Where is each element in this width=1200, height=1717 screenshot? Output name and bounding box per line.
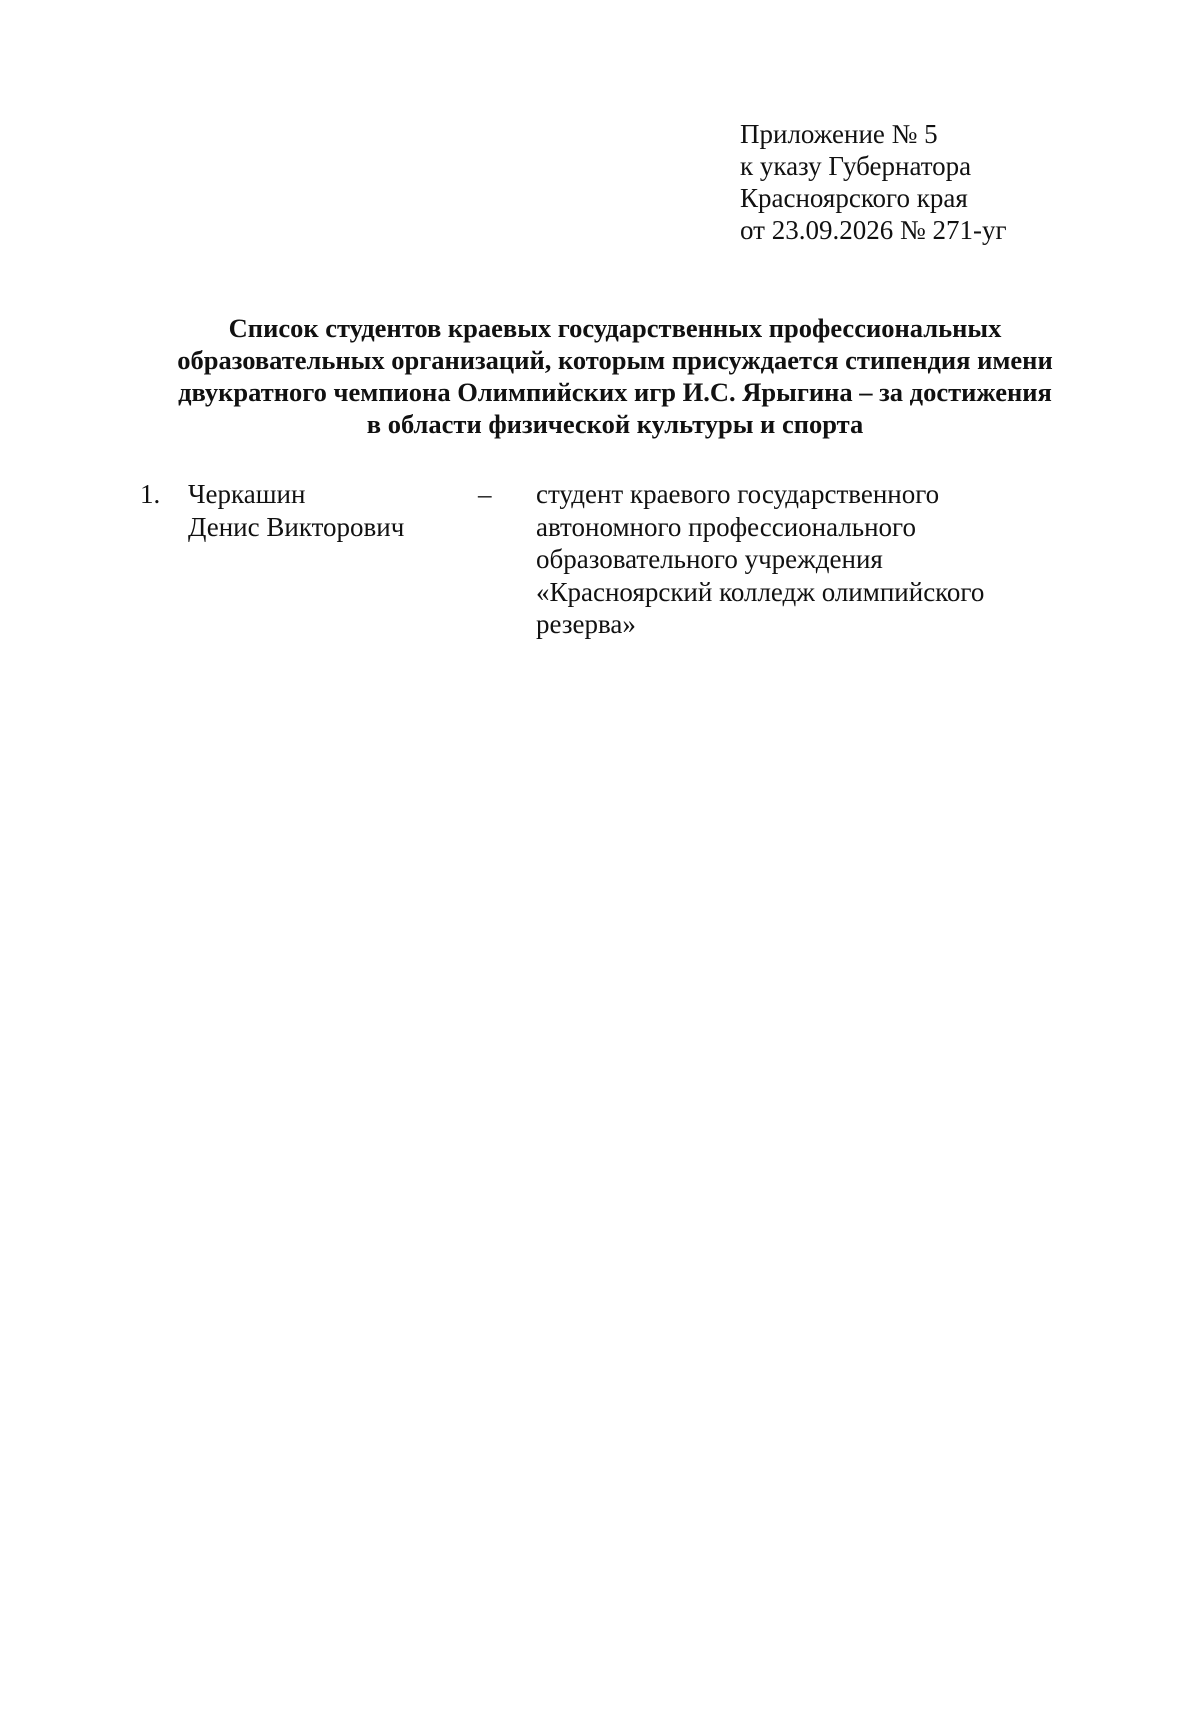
description-line: резерва» [536,609,636,639]
entry-number: 1. [140,479,161,509]
annex-line: к указу Губернатора [740,151,972,181]
annex-block [740,118,1160,246]
document-title [130,312,1100,440]
description-line: автономного профессионального [536,511,916,542]
title-line: Список студентов краевых государственных профессиональных [228,313,1002,343]
annex-line: от 23.09.2026 № 271-уг [740,215,1007,245]
student-name [188,478,488,543]
title-line: двукратного чемпиона Олимпийских игр И.С. Ярыгина – за достижения [178,377,1052,407]
annex-line: Приложение № 5 [740,119,938,149]
annex-line: Красноярского края [740,183,968,213]
student-description [536,478,1036,641]
title-line: образовательных организаций, которым присуждается стипендия имени [177,345,1053,375]
list-item [140,478,1040,648]
student-surname: Черкашин [188,479,306,509]
entry-dash: – [478,479,492,509]
description-line: образовательного учреждения [536,544,883,574]
description-line: студент краевого государственного [536,479,940,509]
title-line: в области физической культуры и спорта [366,409,864,439]
student-given-names: Денис Викторович [188,511,405,542]
description-line: «Красноярский колледж олимпийского [536,576,985,607]
